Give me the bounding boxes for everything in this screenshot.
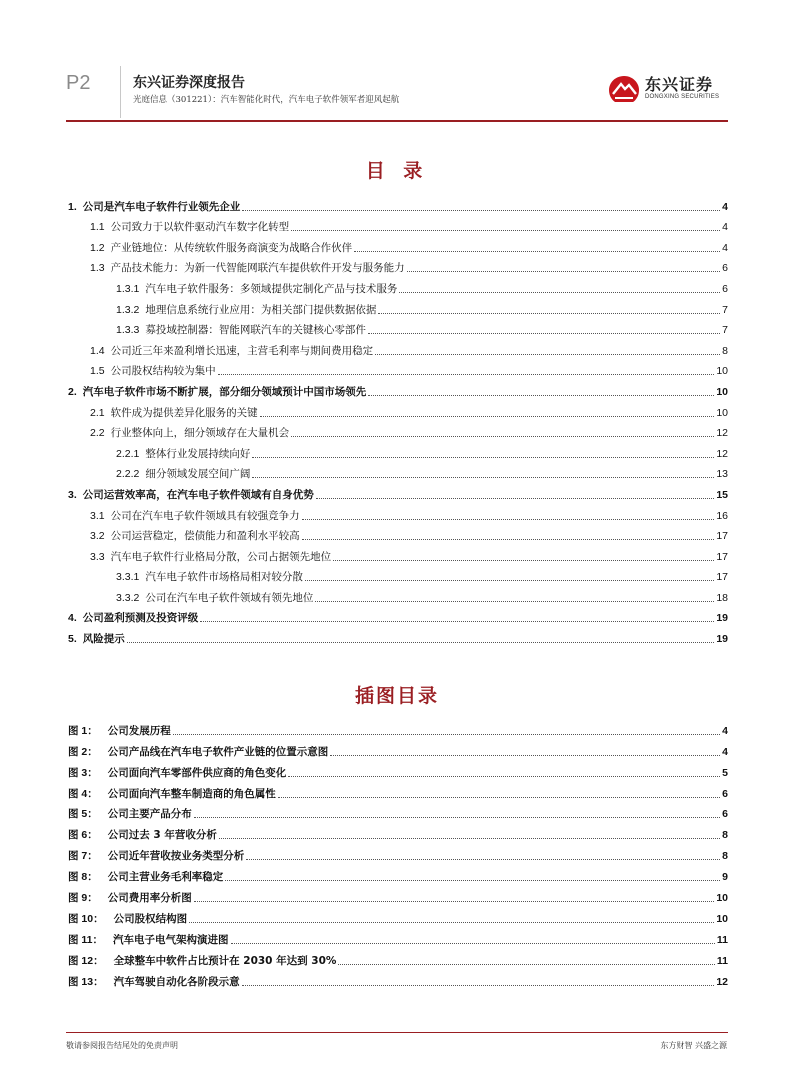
figure-number: 图 11： [68, 933, 104, 946]
toc-entry-number: 2. [68, 385, 77, 398]
toc-entry-label: 汽车电子软件服务：多领域提供定制化产品与技术服务 [145, 282, 398, 295]
toc-entry[interactable] [66, 502, 728, 523]
toc-entry-number: 3. [68, 488, 77, 501]
toc-entry-label: 公司致力于以软件驱动汽车数字化转型 [110, 221, 290, 234]
toc-entry-label: 产品技术能力：为新一代智能网联汽车提供软件开发与服务能力 [110, 262, 405, 275]
toc-entry-number: 1.3.2 [116, 303, 140, 316]
toc-entry-label: 募投域控制器：智能网联汽车的关键核心零部件 [145, 324, 366, 337]
leader-dots [288, 776, 720, 777]
toc-entry-page: 4 [722, 241, 728, 254]
figure-page: 11 [716, 933, 728, 946]
figure-entry[interactable] [66, 801, 728, 822]
leader-dots [330, 755, 720, 756]
figure-page: 9 [722, 871, 728, 884]
figure-number: 图 6： [68, 829, 98, 842]
toc-entry[interactable] [66, 543, 728, 564]
figure-entry[interactable] [66, 759, 728, 780]
leader-dots [260, 416, 715, 417]
leader-dots [194, 817, 720, 818]
leader-dots [173, 734, 720, 735]
figure-entry[interactable] [66, 947, 728, 968]
report-title: 东兴证券深度报告 [133, 75, 245, 91]
figure-label: 公司股权结构图 [113, 912, 188, 925]
figure-entry[interactable] [66, 717, 728, 738]
toc-entry-page: 10 [716, 385, 728, 398]
toc-entry-number: 1.5 [90, 365, 105, 378]
dongxing-logo-icon [607, 74, 641, 104]
toc-entry[interactable] [66, 523, 728, 544]
toc-entry-page: 7 [722, 303, 728, 316]
figure-page: 5 [722, 766, 728, 779]
toc-entry-label: 公司运营效率高，在汽车电子软件领域有自身优势 [82, 488, 314, 501]
leader-dots [278, 797, 720, 798]
footer-slogan: 东方财智 兴盛之源 [660, 1041, 727, 1050]
toc-entry[interactable] [66, 584, 728, 605]
toc-entry[interactable] [66, 193, 728, 214]
figure-label: 全球整车中软件占比预计在 2030 年达到 30% [113, 954, 337, 967]
toc-entry-number: 1.1 [90, 221, 105, 234]
toc-entry[interactable] [66, 234, 728, 255]
leader-dots [219, 838, 720, 839]
toc-entry-label: 产业链地位：从传统软件服务商演变为战略合作伙伴 [110, 241, 353, 254]
leader-dots [242, 210, 720, 211]
figure-entry[interactable] [66, 968, 728, 989]
figure-page: 8 [722, 850, 728, 863]
figure-entry[interactable] [66, 905, 728, 926]
figure-page: 6 [722, 808, 728, 821]
figure-label: 汽车驾驶自动化各阶段示意 [113, 975, 240, 988]
figure-page: 12 [716, 975, 728, 988]
header-divider [120, 66, 121, 118]
figure-label: 公司发展历程 [107, 724, 171, 737]
leader-dots [246, 859, 720, 860]
toc-entry-page: 12 [716, 447, 728, 460]
toc-entry-page: 6 [722, 262, 728, 275]
toc-entry-number: 3.2 [90, 530, 105, 543]
toc-entry-page: 16 [716, 509, 728, 522]
leader-dots [399, 292, 720, 293]
figure-number: 图 3： [68, 766, 98, 779]
leader-dots [291, 230, 720, 231]
toc-entry[interactable] [66, 317, 728, 338]
figure-page: 4 [722, 724, 728, 737]
toc-entry-page: 4 [722, 221, 728, 234]
leader-dots [305, 580, 714, 581]
company-logo [607, 70, 727, 110]
figure-number: 图 5： [68, 808, 98, 821]
leader-dots [225, 880, 720, 881]
figure-label: 公司费用率分析图 [107, 892, 192, 905]
toc-entry[interactable] [66, 564, 728, 585]
figure-entry[interactable] [66, 863, 728, 884]
toc-entry-page: 17 [716, 571, 728, 584]
figure-page: 10 [716, 892, 728, 905]
figure-number: 图 10： [68, 912, 104, 925]
toc-entry-number: 5. [68, 633, 77, 646]
toc-entry-number: 1.3.1 [116, 282, 140, 295]
table-of-contents [66, 193, 728, 646]
leader-dots [302, 519, 715, 520]
toc-entry-page: 8 [722, 344, 728, 357]
figure-label: 公司近年营收按业务类型分析 [107, 850, 245, 863]
toc-entry-page: 7 [722, 324, 728, 337]
figure-page: 10 [716, 912, 728, 925]
figure-number: 图 12： [68, 954, 104, 967]
figure-entry[interactable] [66, 884, 728, 905]
logo-text: 东兴证券 [645, 75, 714, 94]
toc-entry[interactable] [66, 358, 728, 379]
toc-entry-page: 19 [716, 633, 728, 646]
toc-entry[interactable] [66, 461, 728, 482]
leader-dots [302, 539, 715, 540]
figure-entry[interactable] [66, 842, 728, 863]
toc-entry-number: 1.2 [90, 241, 105, 254]
leader-dots [316, 498, 715, 499]
leader-dots [375, 354, 720, 355]
leader-dots [189, 922, 714, 923]
leader-dots [315, 601, 714, 602]
leader-dots [291, 436, 714, 437]
figure-number: 图 8： [68, 871, 98, 884]
toc-entry-label: 公司近三年来盈利增长迅速，主营毛利率与期间费用稳定 [110, 344, 374, 357]
page-number: P2 [66, 72, 91, 94]
toc-entry-label: 公司运营稳定，偿债能力和盈利水平较高 [110, 530, 300, 543]
toc-entry-page: 10 [716, 365, 728, 378]
toc-entry-page: 12 [716, 427, 728, 440]
toc-entry-page: 17 [716, 550, 728, 563]
figure-number: 图 2： [68, 745, 98, 758]
toc-entry-label: 公司是汽车电子软件行业领先企业 [82, 200, 241, 213]
figure-entry[interactable] [66, 738, 728, 759]
figure-entry[interactable] [66, 821, 728, 842]
toc-entry-number: 3.1 [90, 509, 105, 522]
toc-entry-label: 汽车电子软件市场格局相对较分散 [145, 571, 303, 584]
toc-entry-page: 4 [722, 200, 728, 213]
toc-entry[interactable] [66, 275, 728, 296]
leader-dots [242, 985, 715, 986]
toc-entry-label: 公司在汽车电子软件领域有领先地位 [145, 591, 314, 604]
figure-entry[interactable] [66, 780, 728, 801]
toc-entry-page: 19 [716, 612, 728, 625]
report-subtitle: 光庭信息（301221）：汽车智能化时代，汽车电子软件领军者迎风起航 [133, 95, 400, 105]
toc-entry-label: 公司股权结构较为集中 [110, 365, 216, 378]
toc-entry[interactable] [66, 337, 728, 358]
leader-dots [231, 943, 715, 944]
toc-entry[interactable] [66, 214, 728, 235]
toc-entry-label: 行业整体向上，细分领域存在大量机会 [110, 427, 290, 440]
figure-number: 图 13： [68, 975, 104, 988]
leader-dots [407, 271, 721, 272]
leader-dots [338, 964, 714, 965]
toc-entry[interactable] [66, 481, 728, 502]
toc-entry-number: 4. [68, 612, 77, 625]
toc-entry-page: 13 [716, 468, 728, 481]
toc-entry[interactable] [66, 296, 728, 317]
leader-dots [252, 477, 714, 478]
figure-number: 图 1： [68, 724, 98, 737]
toc-entry[interactable] [66, 440, 728, 461]
leader-dots [218, 374, 715, 375]
toc-entry-label: 公司在汽车电子软件领域具有较强竞争力 [110, 509, 300, 522]
toc-entry-page: 17 [716, 530, 728, 543]
figure-label: 公司过去 3 年营收分析 [107, 829, 217, 842]
toc-entry-number: 3.3 [90, 550, 105, 563]
figure-number: 图 9： [68, 892, 98, 905]
toc-entry[interactable] [66, 255, 728, 276]
figure-page: 4 [722, 745, 728, 758]
toc-entry-number: 1. [68, 200, 77, 213]
toc-entry-page: 10 [716, 406, 728, 419]
leader-dots [333, 560, 714, 561]
toc-entry[interactable] [66, 625, 728, 646]
toc-entry-number: 3.3.2 [116, 591, 140, 604]
toc-entry-number: 2.2.1 [116, 447, 140, 460]
toc-entry-page: 15 [716, 488, 728, 501]
figure-page: 8 [722, 829, 728, 842]
figure-label: 公司产品线在汽车电子软件产业链的位置示意图 [107, 745, 329, 758]
header-rule [66, 120, 728, 122]
leader-dots [127, 642, 715, 643]
leader-dots [252, 457, 714, 458]
toc-entry-number: 3.3.1 [116, 571, 140, 584]
figure-page: 11 [716, 954, 728, 967]
figure-number: 图 4： [68, 787, 98, 800]
toc-entry-label: 汽车电子软件市场不断扩展，部分细分领域预计中国市场领先 [82, 385, 367, 398]
toc-entry-label: 风险提示 [82, 633, 125, 646]
toc-entry-label: 细分领域发展空间广阔 [145, 468, 251, 481]
leader-dots [200, 621, 714, 622]
toc-entry-label: 整体行业发展持续向好 [145, 447, 251, 460]
toc-title: 目 录 [365, 160, 429, 182]
footer-disclaimer: 敬请参阅报告结尾处的免责声明 [66, 1041, 178, 1050]
leader-dots [368, 333, 720, 334]
toc-entry-page: 18 [716, 591, 728, 604]
leader-dots [194, 901, 715, 902]
logo-subtext: DONGXING SECURITIES [645, 94, 720, 100]
figure-list-title: 插图目录 [354, 685, 439, 707]
toc-entry-number: 2.2 [90, 427, 105, 440]
toc-entry-number: 1.3 [90, 262, 105, 275]
toc-entry[interactable] [66, 399, 728, 420]
toc-entry-label: 公司盈利预测及投资评级 [82, 612, 199, 625]
footer-rule [66, 1032, 728, 1033]
figure-number: 图 7： [68, 850, 98, 863]
toc-entry-number: 1.3.3 [116, 324, 140, 337]
toc-entry[interactable] [66, 605, 728, 626]
figure-page: 6 [722, 787, 728, 800]
figure-label: 公司主要产品分布 [107, 808, 192, 821]
toc-entry-label: 地理信息系统行业应用：为相关部门提供数据依据 [145, 303, 377, 316]
toc-entry-number: 2.1 [90, 406, 105, 419]
toc-entry-label: 汽车电子软件行业格局分散，公司占据领先地位 [110, 550, 332, 563]
toc-entry-number: 1.4 [90, 344, 105, 357]
toc-entry-number: 2.2.2 [116, 468, 140, 481]
leader-dots [354, 251, 720, 252]
figure-label: 公司面向汽车零部件供应商的角色变化 [107, 766, 287, 779]
figure-label: 汽车电子电气架构演进图 [113, 933, 229, 946]
figure-label: 公司主营业务毛利率稳定 [107, 871, 224, 884]
toc-entry[interactable] [66, 420, 728, 441]
leader-dots [368, 395, 714, 396]
toc-entry[interactable] [66, 378, 728, 399]
toc-entry-label: 软件成为提供差异化服务的关键 [110, 406, 258, 419]
figure-label: 公司面向汽车整车制造商的角色属性 [107, 787, 276, 800]
figure-entry[interactable] [66, 926, 728, 947]
figure-list [66, 717, 728, 989]
toc-entry-page: 6 [722, 282, 728, 295]
leader-dots [378, 313, 720, 314]
